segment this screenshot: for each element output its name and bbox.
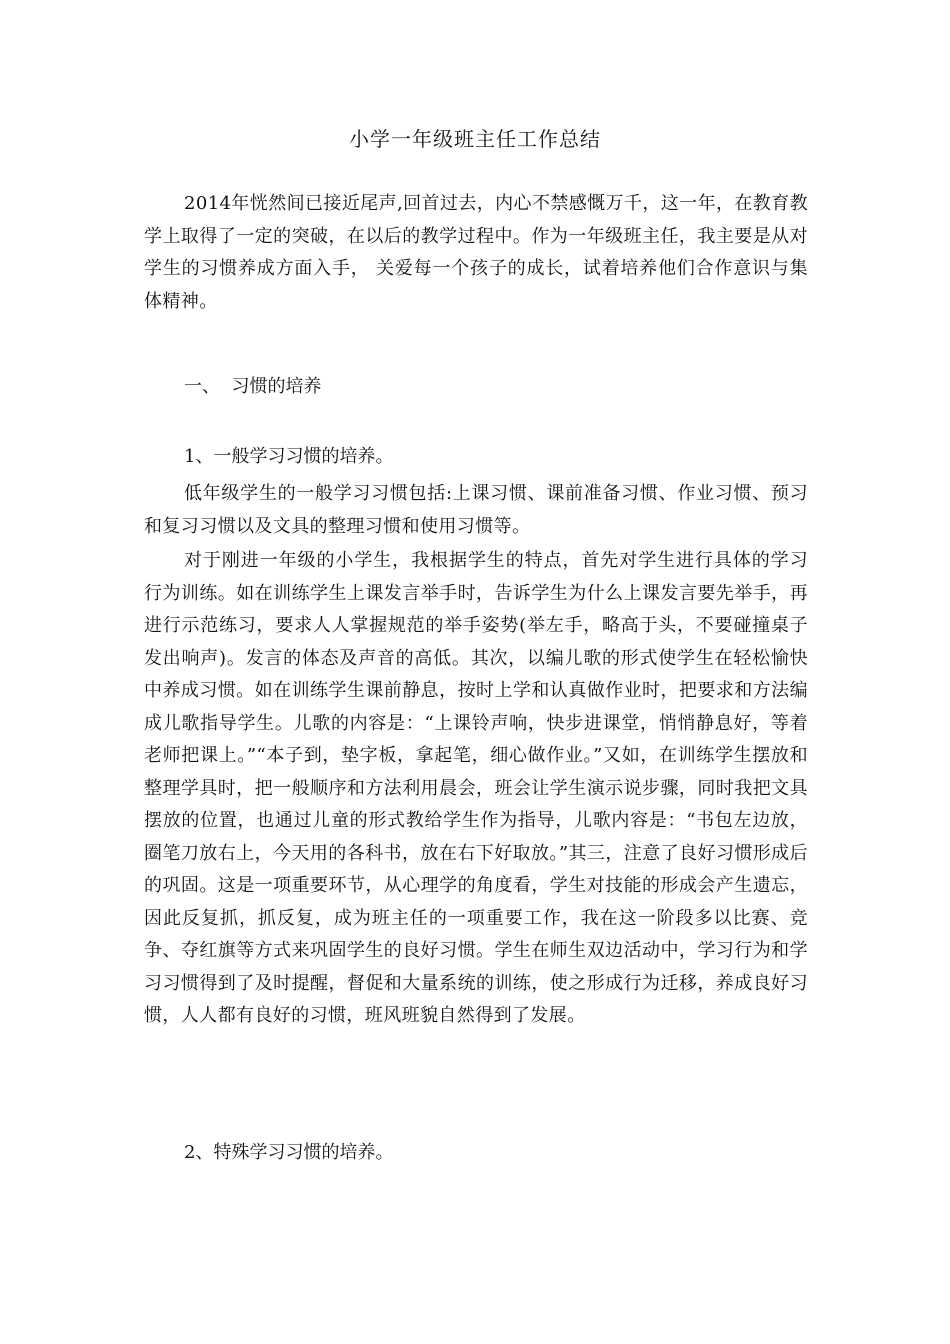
- intro-paragraph: 2014年恍然间已接近尾声,回首过去，内心不禁感慨万千，这一年，在教育教学上取得了一定的突破，在以后的教学过程中。作为一年级班主任，我主要是从对学生的习惯养成方面入手， 关爱每一个孩子的成长，试着培养他们合作意识与集体精神。: [144, 193, 808, 312]
- paragraph-training: 对于刚进一年级的小学生，我根据学生的特点，首先对学生进行具体的学习行为训练。如在训练学生上课发言举手时，告诉学生为什么上课发言要先举手，再进行示范练习，要求人人掌握规范的举手姿势(举左手，略高于头，不要碰撞桌子发出响声)。发言的体态及声音的高低。其次，以编儿歌的形式使学生在轻松愉快中养成习惯。如在训练学生课前静息，按时上学和认真做作业时，把要求和方法编成儿歌指导学生。儿歌的内容是：“上课铃声响，快步进课堂，悄悄静息好，等着老师把课上。”“本子到，垫字板，拿起笔，细心做作业。”又如，在训练学生摆放和整理学具时，把一般顺序和方法利用晨会，班会让学生演示说步骤，同时我把文具摆放的位置，也通过儿童的形式教给学生作为指导，儿歌内容是：“书包左边放，圈笔刀放右上，今天用的各科书，放在右下好取放。”其三，注意了良好习惯形成后的巩固。这是一项重要环节，从心理学的角度看，学生对技能的形成会产生遗忘，因此反复抓，抓反复，成为班主任的一项重要工作，我在这一阶段多以比赛、竞争、夺红旗等方式来巩固学生的良好习惯。学生在师生双边活动中，学习行为和学习习惯得到了及时提醒，督促和大量系统的训练，使之形成行为迁移，养成良好习惯，人人都有良好的习惯，班风班貌自然得到了发展。: [144, 550, 808, 1026]
- subheading-special-habits: 2、特殊学习习惯的培养。: [184, 1142, 394, 1163]
- subheading-general-habits: 1、一般学习习惯的培养。: [184, 446, 394, 467]
- document-title: 小学一年级班主任工作总结: [349, 127, 601, 151]
- section-heading: 一、 习惯的培养: [184, 376, 322, 397]
- paragraph-general-habits: 低年级学生的一般学习习惯包括:上课习惯、课前准备习惯、作业习惯、预习和复习习惯以及文具的整理习惯和使用习惯等。: [144, 483, 808, 537]
